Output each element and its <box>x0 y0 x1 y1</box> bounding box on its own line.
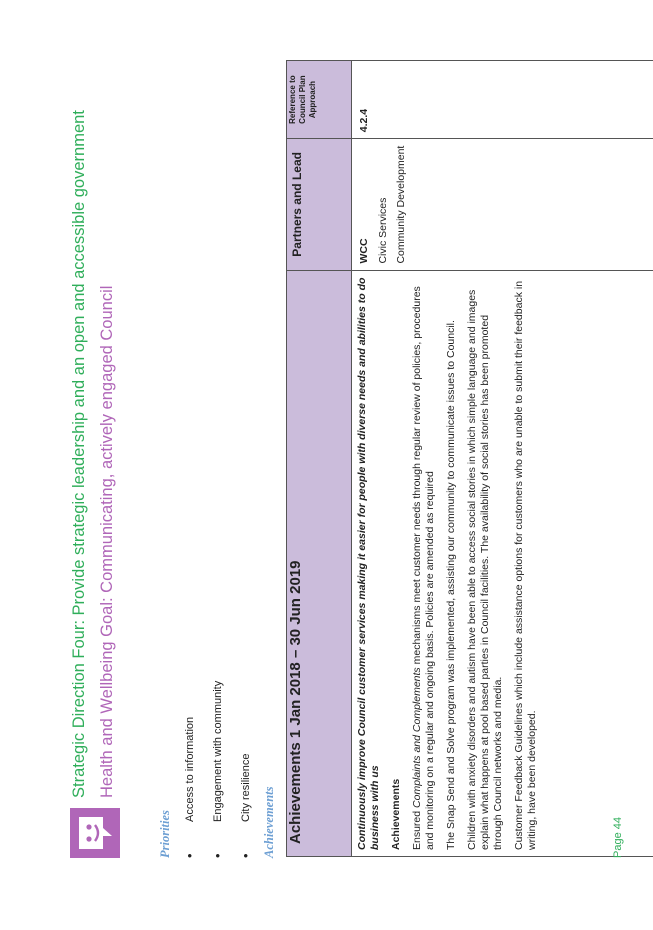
para1-pre: Ensured <box>411 807 423 850</box>
achievements-column-header: Achievements 1 Jan 2018 – 30 Jun 2019 <box>287 270 352 856</box>
achievements-cell <box>352 270 653 856</box>
speech-bubble-face-logo-icon <box>70 808 120 858</box>
complaints-paragraph <box>411 277 437 850</box>
partner-item: Community Development <box>395 145 407 264</box>
table-header-row <box>287 61 352 857</box>
para1-post: mechanisms meet customer needs through regular review of policies, procedures and monitoring on a regular and ongoing basis. Policies are amended as required <box>411 286 436 850</box>
partners-cell <box>352 139 653 270</box>
priority-item: • Access to information <box>180 681 208 858</box>
para1-italic: Complaints and Complements <box>411 667 423 808</box>
reference-cell: 4.2.4 <box>352 61 653 139</box>
partners-column-header: Partners and Lead <box>287 139 352 270</box>
achievements-table <box>286 60 653 857</box>
achievements-heading: Achievements <box>262 786 276 858</box>
priorities-heading: Priorities <box>158 810 172 858</box>
achievements-label: Achievements <box>390 778 402 850</box>
service-intro: Continuously improve Council customer services making it easier for people with diverse needs and abilities to do business with us <box>356 277 381 850</box>
priority-item: • Engagement with community <box>208 681 236 858</box>
strategic-direction-title: Strategic Direction Four: Provide strategic leadership and an open and accessible government <box>70 110 88 798</box>
priority-item: • City resilience <box>236 681 264 858</box>
lead-partner: WCC <box>358 238 370 264</box>
social-stories-paragraph: Children with anxiety disorders and autism have been able to access social stories in which simple language and images explain what happens at pool based parties in Council facilities. The availability of social stories has been promoted through Council networks and media. <box>466 289 504 850</box>
priorities-list <box>180 681 264 858</box>
reference-column-header: Reference to Council Plan Approach <box>287 61 352 139</box>
table-row <box>352 61 653 857</box>
page-number: Page 44 <box>612 817 624 858</box>
feedback-guidelines-paragraph: Customer Feedback Guidelines which include assistance options for customers who are unable to submit their feedback in writing, have been developed. <box>513 280 538 850</box>
partner-item: Civic Services <box>377 197 389 264</box>
snap-send-solve-paragraph: The Snap Send and Solve program was implemented, assisting our community to communicate issues to Council. <box>445 320 457 850</box>
wellbeing-goal-title: Health and Wellbeing Goal: Communicating, actively engaged Council <box>98 285 116 798</box>
